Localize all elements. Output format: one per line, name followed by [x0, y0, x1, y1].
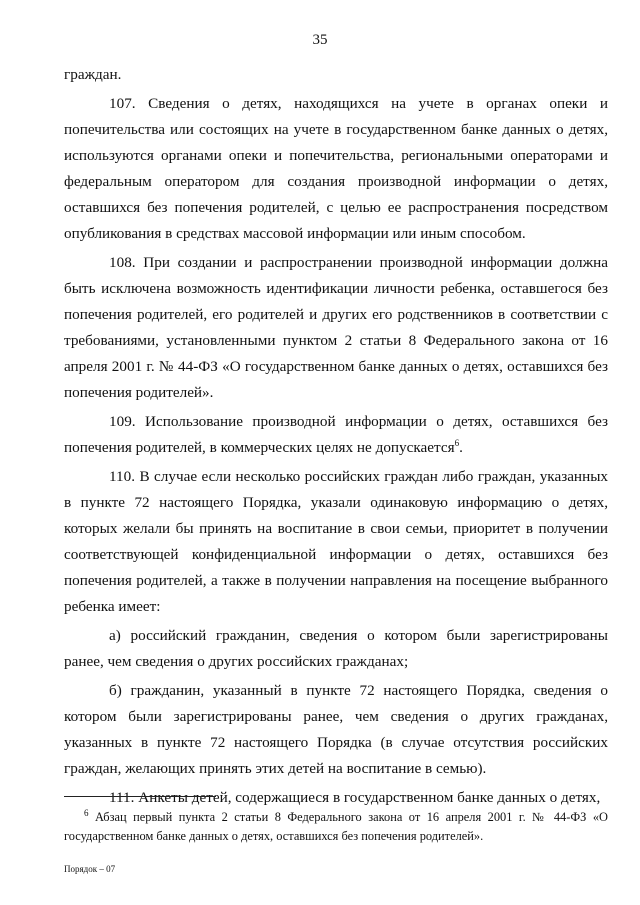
footnote-text: Абзац первый пункта 2 статьи 8 Федерального закона от 16 апреля 2001 г. № 44-ФЗ «О государственном банке данных о детях, оставшихся без попечения родителей».: [64, 810, 608, 843]
paragraph-text: 108. При создании и распространении производной информации должна быть исключена возможность идентификации личности ребенка, оставшегося без попечения родителей, его родителей и других его родственников в соответствии с требованиями, установленными пунктом 2 статьи 8 Федерального закона от 16 апреля 2001 г. № 44-ФЗ «О государственном банке данных о детях, оставшихся без попечения родителей».: [64, 254, 608, 401]
paragraph-108: [64, 250, 608, 406]
paragraph-text: 111. Анкеты детей, содержащиеся в государственном банке данных о детях,: [109, 789, 601, 806]
paragraph-text: 107. Сведения о детях, находящихся на учете в органах опеки и попечительства или состоящих на учете в государственном банке данных о детях, используются органами опеки и попечительства, региональными операторами и федеральным оператором для создания производной информации о детях, оставшихся без попечения родителей, с целью ее распространения посредством опубликования в средствах массовой информации или иным способом.: [64, 95, 608, 242]
footnote-reference: 6: [454, 437, 460, 448]
subparagraph-a: [64, 623, 608, 675]
paragraph-continuation: [64, 62, 608, 88]
page-number: 35: [312, 32, 328, 48]
paragraph-text: 110. В случае если несколько российских граждан либо граждан, указанных в пункте 72 настоящего Порядка, указали одинаковую информацию о детях, которых желали бы принять на воспитание в свои семьи, приоритет в получении соответствующей конфиденциальной информации о детях, оставшихся без попечения родителей, а также в получении направления на посещение выбранного ребенка имеет:: [64, 468, 608, 615]
footer-mark: Порядок – 07: [64, 864, 116, 874]
subparagraph-b: [64, 678, 608, 782]
paragraph-text: граждан.: [64, 66, 122, 83]
footnote-marker: 6: [84, 807, 89, 818]
paragraph-text: б) гражданин, указанный в пункте 72 настоящего Порядка, сведения о котором были зарегистрированы ранее, чем сведения о других гражданах, указанных в пункте 72 настоящего Порядка (в случае отсутствия российских граждан, желающих принять этих детей на воспитание в семью).: [64, 682, 608, 777]
paragraph-110: [64, 464, 608, 620]
paragraph-text: а) российский гражданин, сведения о котором были зарегистрированы ранее, чем сведения о других российских гражданах;: [64, 627, 608, 670]
footnote: [64, 808, 608, 846]
paragraph-109: 109. Использование производной информации о детях, оставшихся без попечения родителей, в коммерческих целях не допускается$^6$.: [64, 413, 608, 456]
paragraph-text: 109. Использование производной информации о детях, оставшихся без попечения родителей, в коммерческих целях не допускается: [64, 413, 608, 456]
paragraph-107: [64, 91, 608, 247]
body-text: [64, 62, 608, 814]
footnote-divider: [64, 796, 216, 797]
